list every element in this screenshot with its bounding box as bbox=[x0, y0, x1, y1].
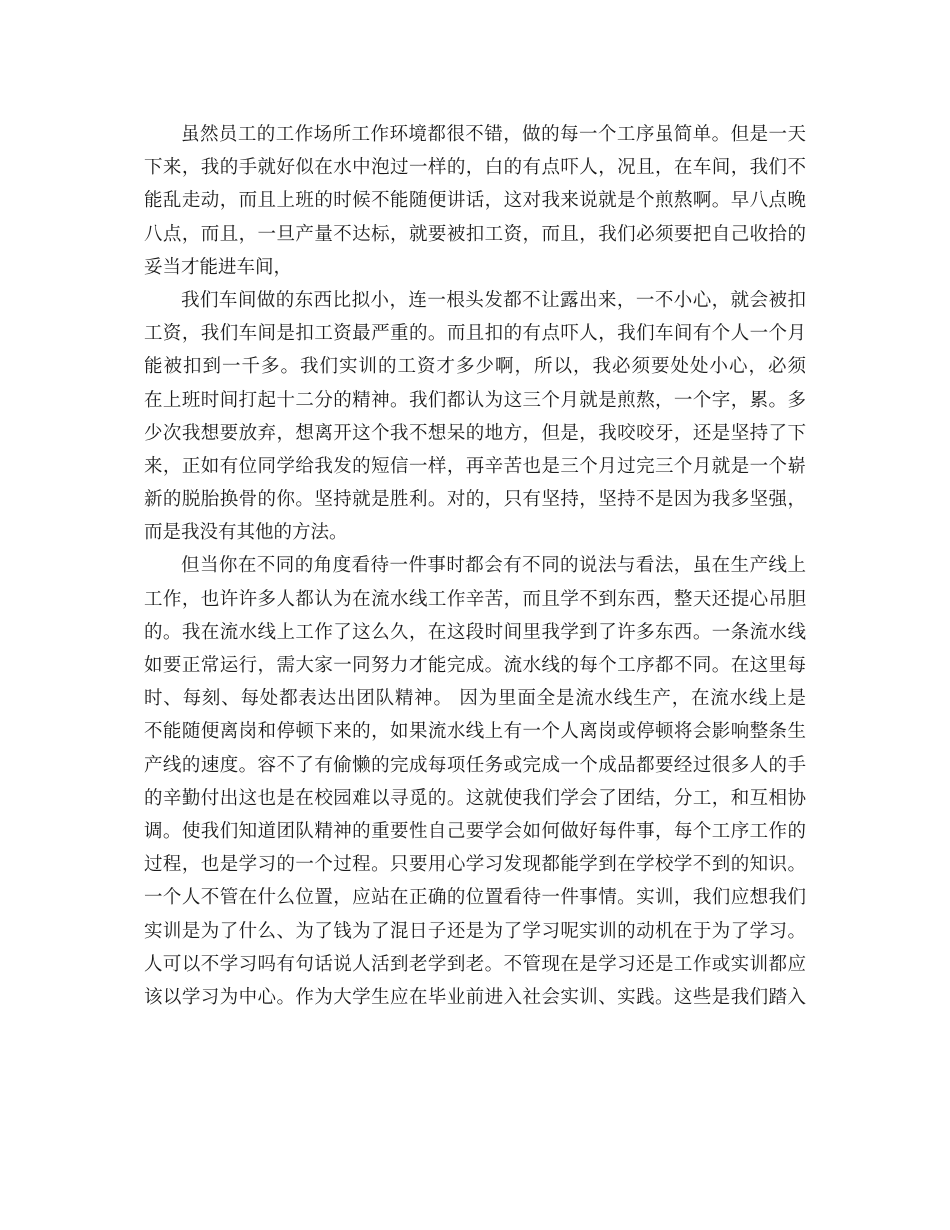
text-line: 过程，也是学习的一个过程。只要用心学习发现都能学到在学校学不到的知识。 bbox=[144, 854, 806, 876]
text-line: 来，正如有位同学给我发的短信一样，再辛苦也是三个月过完三个月就是一个崭 bbox=[144, 455, 806, 477]
paragraph-3 bbox=[144, 549, 806, 1014]
text-line: 能乱走动，而且上班的时候不能随便讲话，这对我来说就是个煎熬啊。早八点晚 bbox=[144, 190, 806, 212]
text-line: 新的脱胎换骨的你。坚持就是胜利。对的，只有坚持，坚持不是因为我多坚强， bbox=[144, 489, 806, 511]
text-line: 但当你在不同的角度看待一件事时都会有不同的说法与看法，虽在生产线上 bbox=[181, 555, 806, 577]
paragraph-2 bbox=[144, 284, 806, 550]
text-line: 的辛勤付出这也是在校园难以寻觅的。这就使我们学会了团结，分工，和互相协 bbox=[144, 787, 806, 809]
text-line: 产线的速度。容不了有偷懒的完成每项任务或完成一个成品都要经过很多人的手 bbox=[144, 754, 806, 776]
text-line: 调。使我们知道团队精神的重要性自己要学会如何做好每件事，每个工序工作的 bbox=[144, 820, 806, 842]
text-line: 如要正常运行，需大家一同努力才能完成。流水线的每个工序都不同。在这里每 bbox=[144, 655, 806, 676]
text-line: 下来，我的手就好似在水中泡过一样的，白的有点吓人，况且，在车间，我们不 bbox=[144, 157, 806, 179]
text-line: 的。我在流水线上工作了这么久，在这段时间里我学到了许多东西。一条流水线 bbox=[144, 621, 806, 643]
text-line: 不能随便离岗和停顿下来的，如果流水线上有一个人离岗或停顿将会影响整条生 bbox=[144, 721, 806, 743]
text-line: 我们车间做的东西比拟小，连一根头发都不让露出来，一不小心，就会被扣 bbox=[181, 289, 806, 311]
text-line: 一个人不管在什么位置，应站在正确的位置看待一件事情。实训，我们应想我们 bbox=[144, 887, 806, 909]
text-line: 八点，而且，一旦产量不达标，就要被扣工资，而且，我们必须要把自己收拾的 bbox=[144, 223, 806, 245]
text-line: 时、每刻、每处都表达出团队精神。 因为里面全是流水线生产，在流水线上是 bbox=[144, 688, 806, 710]
text-line: 工资，我们车间是扣工资最严重的。而且扣的有点吓人，我们车间有个人一个月 bbox=[144, 323, 806, 345]
text-line: 人可以不学习吗有句话说人活到老学到老。不管现在是学习还是工作或实训都应 bbox=[144, 953, 806, 975]
text-line: 工作，也许许多人都认为在流水线工作辛苦，而且学不到东西，整天还提心吊胆 bbox=[144, 588, 806, 610]
text-line: 而是我没有其他的方法。 bbox=[144, 522, 348, 544]
text-line: 妥当才能进车间， bbox=[144, 256, 293, 278]
text-line: 少次我想要放弃，想离开这个我不想呆的地方，但是，我咬咬牙，还是坚持了下 bbox=[144, 422, 806, 444]
paragraph-1 bbox=[144, 118, 806, 284]
text-line: 虽然员工的工作场所工作环境都很不错，做的每一个工序虽简单。但是一天 bbox=[181, 124, 806, 145]
document-body bbox=[144, 118, 806, 1014]
text-line: 能被扣到一千多。我们实训的工资才多少啊，所以，我必须要处处小心，必须 bbox=[144, 356, 806, 378]
text-line: 该以学习为中心。作为大学生应在毕业前进入社会实训、实践。这些是我们踏入 bbox=[144, 986, 806, 1008]
text-line: 实训是为了什么、为了钱为了混日子还是为了学习呢实训的动机在于为了学习。 bbox=[144, 920, 806, 942]
text-line: 在上班时间打起十二分的精神。我们都认为这三个月就是煎熬，一个字，累。多 bbox=[144, 389, 806, 411]
